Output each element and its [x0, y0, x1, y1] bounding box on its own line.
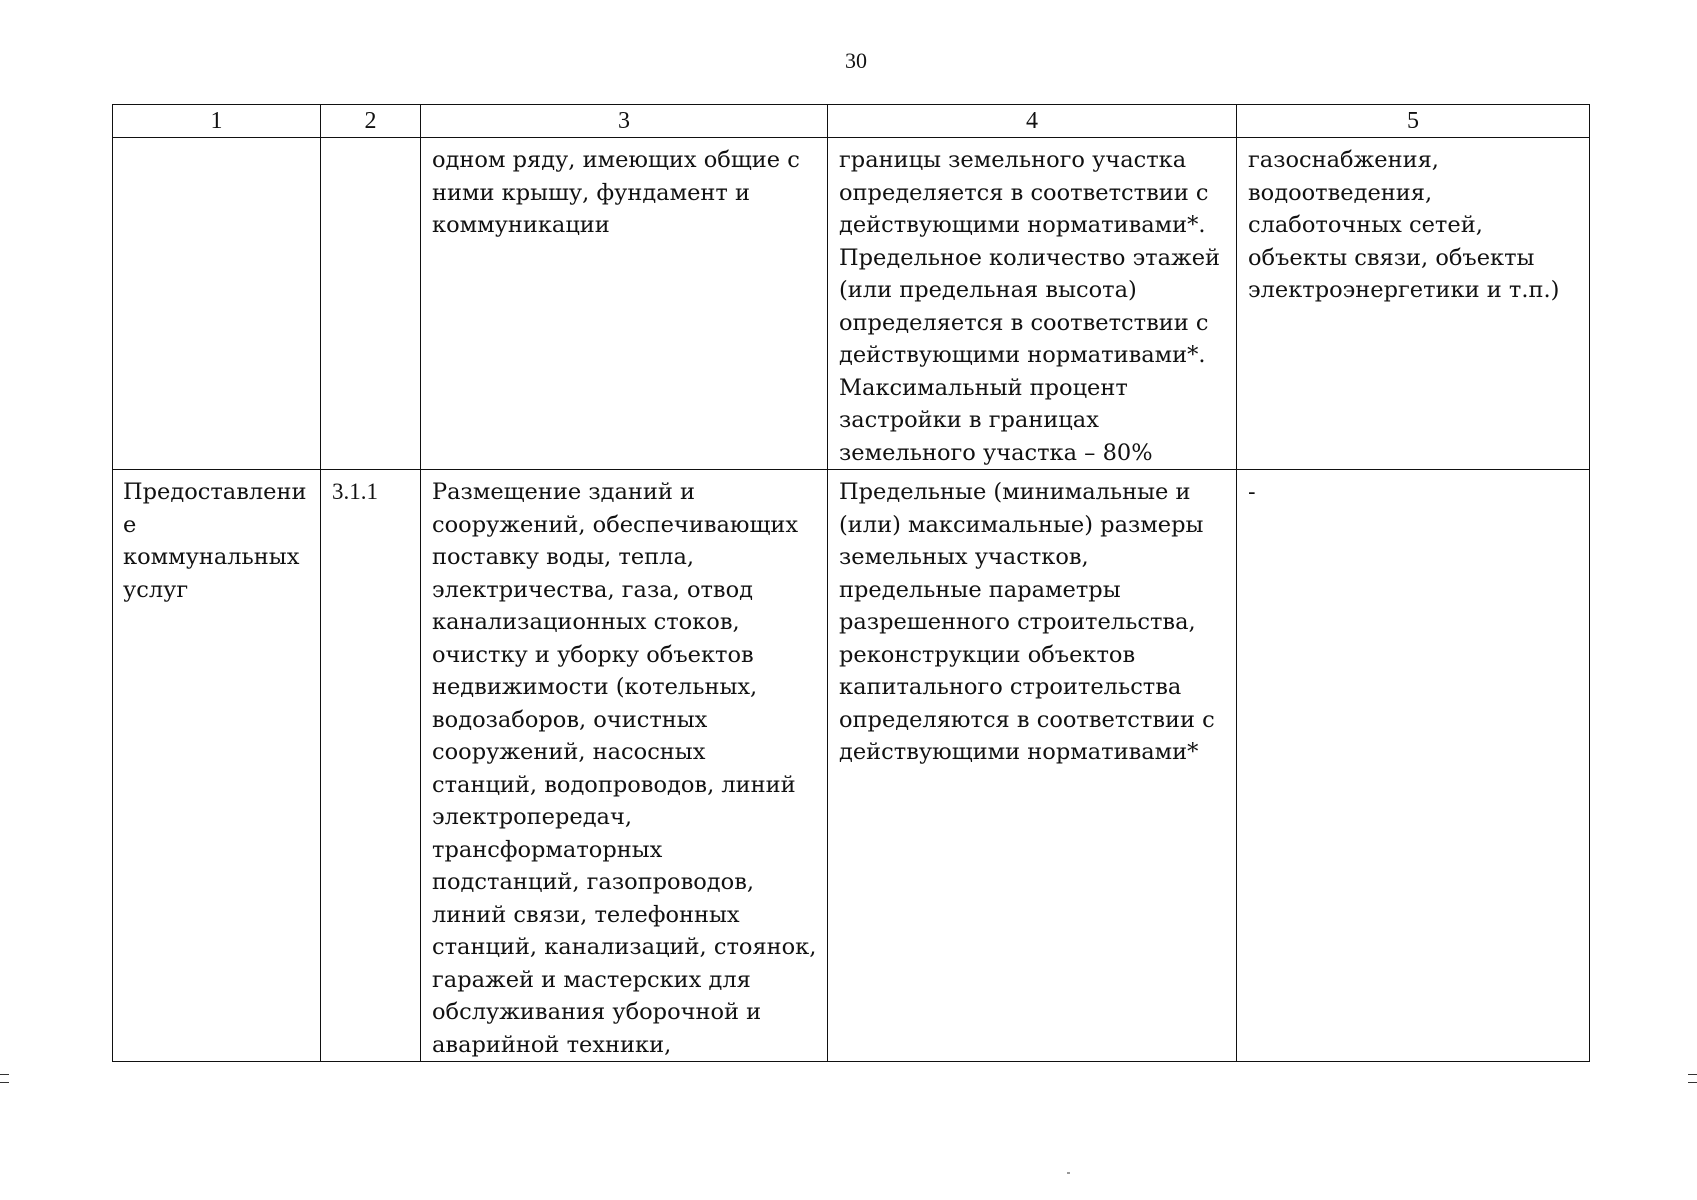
land-use-code-cell — [321, 138, 421, 470]
table-row — [113, 470, 1590, 1062]
parameters-cell: границы земельного участка определяется в соответствии с действующими нормативами*. Предельное количество этажей (или предельная высота) определяется в соответствии с действующими нормативами*. Максимальный процент застройки в границах земельного участка – 80% — [828, 138, 1237, 470]
land-use-name-cell: Предоставлени е коммунальных услуг — [113, 470, 321, 1062]
left-margin-mark — [0, 1074, 9, 1075]
parameters-cell: Предельные (минимальные и (или) максимальные) размеры земельных участков, предельные параметры разрешенного строительства, реконструкции объектов капитального строительства определяются в соответствии с действующими нормативами* — [828, 470, 1237, 1062]
column-number-row — [113, 105, 1590, 138]
scan-speck — [1067, 1172, 1070, 1174]
description-cell: Размещение зданий и сооружений, обеспечивающих поставку воды, тепла, электричества, газа, отвод канализационных стоков, очистку и уборку объектов недвижимости (котельных, водозаборов, очистных сооружений, насосных станций, водопроводов, линий электропередач, трансформаторных подстанций, газопроводов, линий связи, телефонных станций, канализаций, стоянок, гаражей и мастерских для обслуживания уборочной и аварийной техники, — [421, 470, 828, 1062]
notes-cell: газоснабжения, водоотведения, слаботочных сетей, объекты связи, объекты электроэнергетики и т.п.) — [1237, 138, 1590, 470]
land-use-table — [112, 104, 1590, 1062]
left-margin-mark — [0, 1082, 9, 1083]
column-header-3: 3 — [421, 105, 828, 138]
column-header-5: 5 — [1237, 105, 1590, 138]
land-use-code-cell: 3.1.1 — [321, 470, 421, 1062]
description-cell: одном ряду, имеющих общие с ними крышу, фундамент и коммуникации — [421, 138, 828, 470]
table-row — [113, 138, 1590, 470]
column-header-1: 1 — [113, 105, 321, 138]
right-margin-mark — [1688, 1074, 1697, 1075]
page-number: 30 — [845, 48, 867, 73]
right-margin-mark — [1688, 1082, 1697, 1083]
column-header-2: 2 — [321, 105, 421, 138]
notes-cell: - — [1237, 470, 1590, 1062]
column-header-4: 4 — [828, 105, 1237, 138]
land-use-name-cell — [113, 138, 321, 470]
